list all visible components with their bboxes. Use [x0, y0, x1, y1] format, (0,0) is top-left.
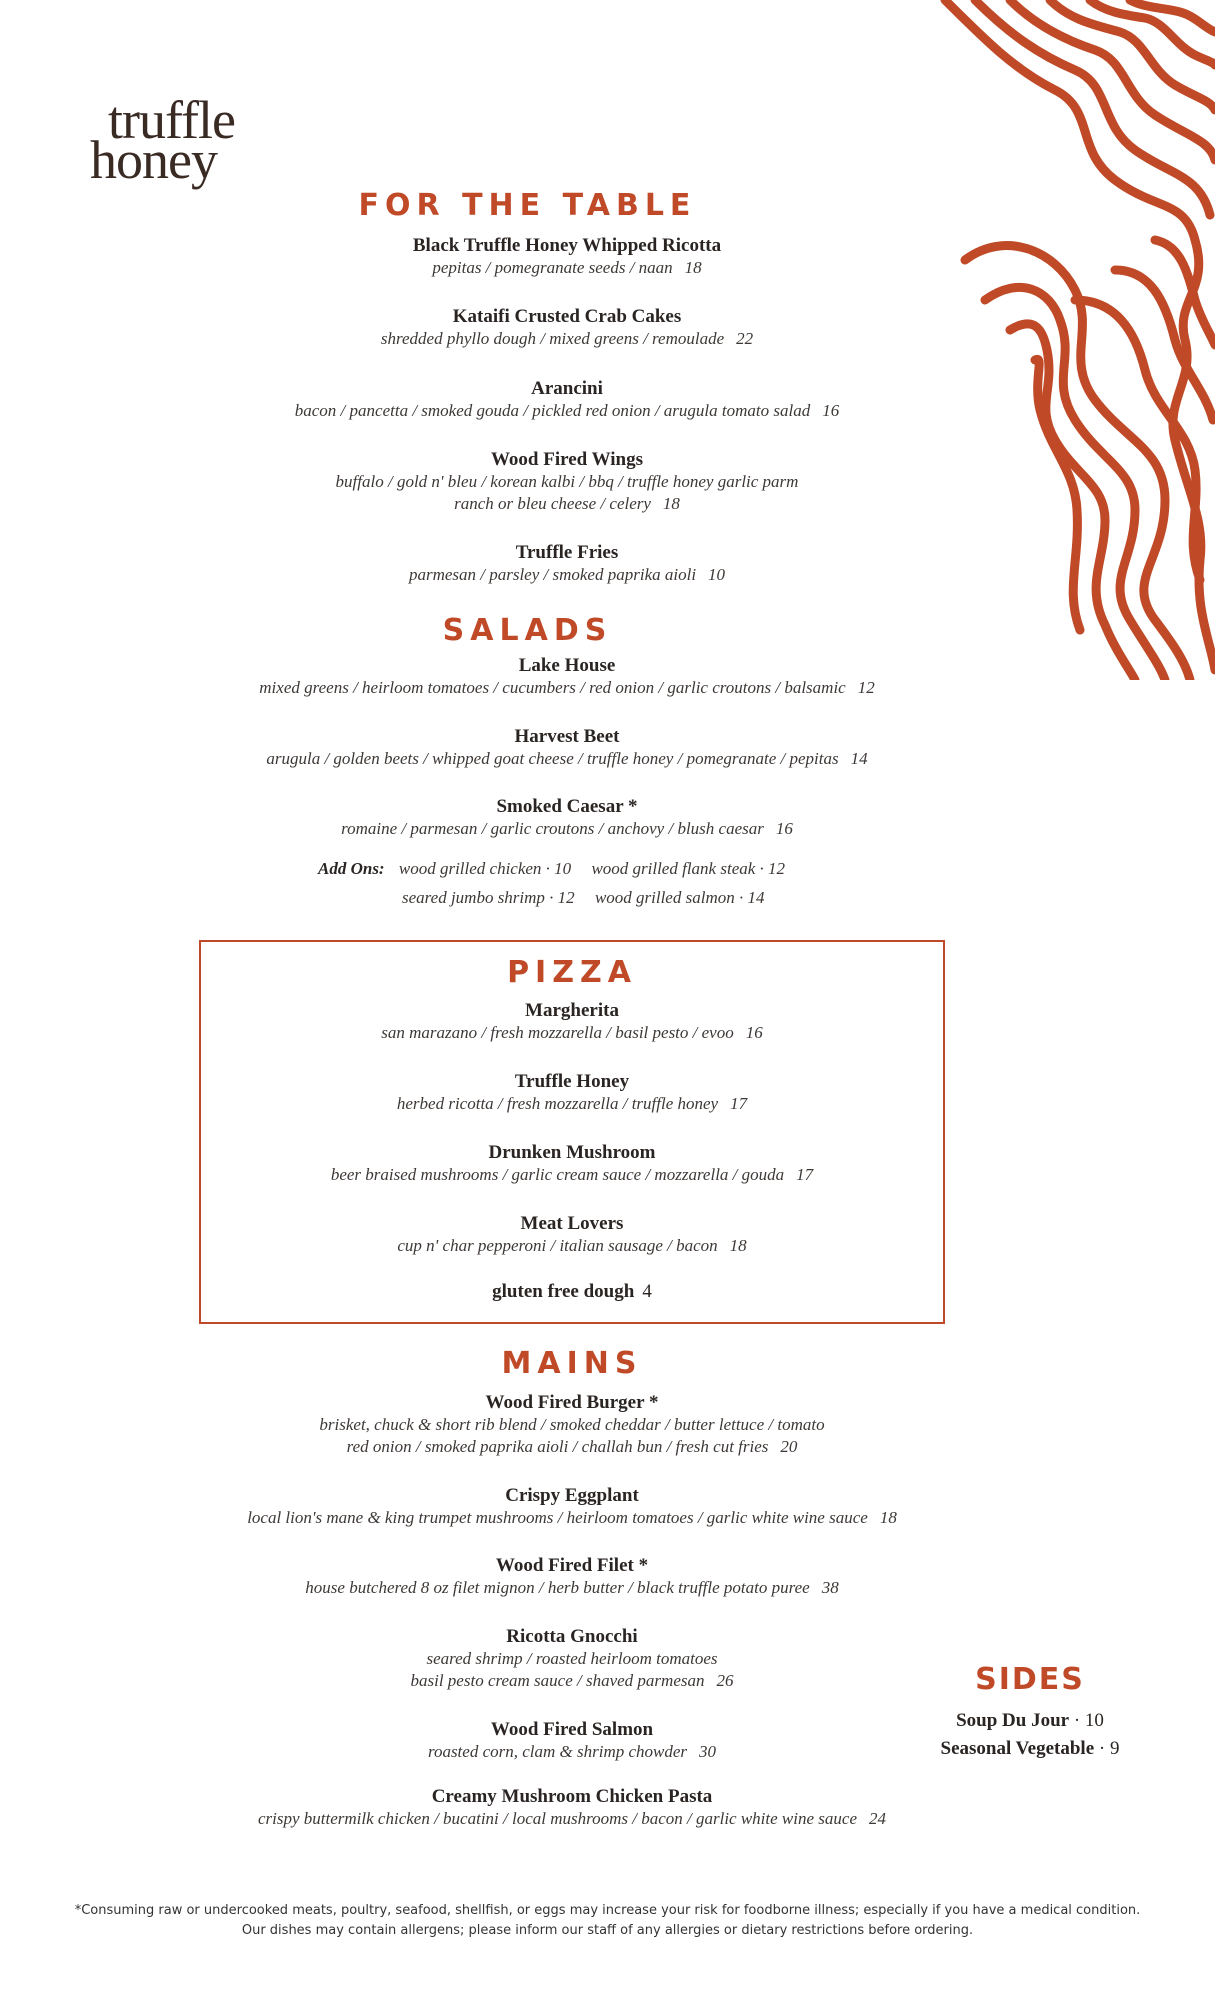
item-description-line2: ranch or bleu cheese / celery	[454, 494, 651, 513]
side-item: Soup Du Jour · 10	[956, 1710, 1104, 1731]
item-price: 18	[729, 1236, 747, 1255]
item-name: Creamy Mushroom Chicken Pasta	[431, 1786, 713, 1807]
item-description: beer braised mushrooms / garlic cream sauce / mozzarella / gouda	[330, 1165, 785, 1184]
item-price: 12	[857, 678, 875, 697]
item-name: Drunken Mushroom	[488, 1142, 656, 1163]
logo-line2: honey	[90, 130, 217, 190]
item-description: herbed ricotta / fresh mozzarella / truffle honey	[396, 1094, 719, 1113]
item-description: shredded phyllo dough / mixed greens / remoulade	[380, 329, 725, 348]
menu-item	[199, 1000, 945, 1044]
item-price: 26	[716, 1671, 734, 1690]
side-name: Seasonal Vegetable	[940, 1738, 1095, 1759]
menu-item	[199, 1719, 945, 1763]
add-on-item: seared jumbo shrimp · 12	[402, 888, 575, 907]
item-price: 17	[796, 1165, 814, 1184]
item-name: Lake House	[518, 655, 616, 676]
item-price: 24	[869, 1809, 886, 1828]
add-ons-row	[402, 888, 780, 908]
gluten-free-option	[199, 1281, 945, 1303]
menu-item	[199, 1142, 945, 1186]
menu-item	[199, 1213, 945, 1257]
side-price: 9	[1109, 1738, 1120, 1759]
gluten-free-price: 4	[642, 1281, 652, 1302]
item-price: 38	[821, 1578, 839, 1597]
menu-item	[199, 1555, 945, 1599]
item-price: 14	[850, 749, 868, 768]
pizza-section-frame	[199, 940, 945, 1324]
item-price: 16	[822, 401, 840, 420]
item-description: san marazano / fresh mozzarella / basil pesto / evoo	[381, 1023, 734, 1042]
section-title-for-the-table: FOR THE TABLE	[358, 188, 697, 223]
item-price: 30	[699, 1742, 717, 1761]
section-title-pizza: PIZZA	[507, 955, 637, 990]
item-name: Smoked Caesar *	[496, 796, 638, 817]
menu-item	[199, 1485, 945, 1529]
side-item: Seasonal Vegetable · 9	[940, 1738, 1120, 1759]
item-price: 16	[745, 1023, 763, 1042]
item-description: buffalo / gold n' bleu / korean kalbi / bbq / truffle honey garlic parm	[335, 472, 799, 491]
menu-item	[0, 655, 1134, 699]
menu-item	[0, 306, 1134, 350]
item-description: arugula / golden beets / whipped goat cheese / truffle honey / pomegranate / pepitas	[266, 749, 839, 768]
item-price: 22	[736, 329, 754, 348]
item-name: Arancini	[531, 378, 603, 399]
item-name: Wood Fired Filet *	[495, 1555, 649, 1576]
item-description: brisket, chuck & short rib blend / smoked cheddar / butter lettuce / tomato	[319, 1415, 825, 1434]
item-description: parmesan / parsley / smoked paprika aioli	[408, 565, 697, 584]
menu-item	[199, 1626, 945, 1692]
item-name: Wood Fired Salmon	[490, 1719, 654, 1740]
item-name: Meat Lovers	[520, 1213, 624, 1234]
item-description: mixed greens / heirloom tomatoes / cucumbers / red onion / garlic croutons / balsamic	[259, 678, 846, 697]
item-name: Wood Fired Burger *	[485, 1392, 659, 1413]
section-title-sides: SIDES	[975, 1662, 1085, 1697]
item-price: 18	[879, 1508, 897, 1527]
gluten-free-label: gluten free dough	[492, 1281, 635, 1302]
item-description: pepitas / pomegranate seeds / naan	[432, 258, 673, 277]
side-price: 10	[1084, 1710, 1104, 1731]
item-description-line2: red onion / smoked paprika aioli / challah bun / fresh cut fries	[346, 1437, 769, 1456]
item-description: romaine / parmesan / garlic croutons / anchovy / blush caesar	[341, 819, 764, 838]
add-on-item: wood grilled flank steak · 12	[591, 859, 786, 878]
logo	[90, 90, 235, 190]
section-title-mains: MAINS	[501, 1346, 643, 1381]
add-ons-label: Add Ons:	[318, 859, 385, 878]
item-description: crispy buttermilk chicken / bucatini / local mushrooms / bacon / garlic white wine sauce	[258, 1809, 857, 1828]
item-description-line2: basil pesto cream sauce / shaved parmesan	[410, 1671, 705, 1690]
menu-item	[0, 449, 1134, 515]
footer-disclaimer: *Consuming raw or undercooked meats, poultry, seafood, shellfish, or eggs may increase your risk for foodborne illness; especially if you have a medical condition.	[74, 1903, 1141, 1918]
item-description: house butchered 8 oz filet mignon / herb butter / black truffle potato puree	[305, 1578, 810, 1597]
menu-item	[0, 726, 1134, 770]
footer-allergen-note: Our dishes may contain allergens; please inform our staff of any allergies or dietary restrictions before ordering.	[241, 1923, 974, 1938]
add-ons-row	[318, 859, 801, 879]
item-price: 18	[684, 258, 702, 277]
item-price: 20	[780, 1437, 798, 1456]
side-name: Soup Du Jour	[956, 1710, 1070, 1731]
item-description: roasted corn, clam & shrimp chowder	[427, 1742, 688, 1761]
menu-item	[199, 1392, 945, 1458]
item-price: 18	[662, 494, 680, 513]
item-name: Crispy Eggplant	[505, 1485, 639, 1506]
item-name: Margherita	[525, 1000, 619, 1021]
item-name: Truffle Fries	[515, 542, 619, 563]
item-name: Wood Fired Wings	[490, 449, 644, 470]
item-name: Truffle Honey	[514, 1071, 630, 1092]
item-name: Kataifi Crusted Crab Cakes	[452, 306, 682, 327]
item-name: Black Truffle Honey Whipped Ricotta	[412, 235, 722, 256]
item-description: local lion's mane & king trumpet mushrooms / heirloom tomatoes / garlic white wine sauce	[247, 1508, 868, 1527]
menu-item	[0, 235, 1134, 279]
item-price: 17	[730, 1094, 748, 1113]
item-name: Harvest Beet	[514, 726, 620, 747]
menu-item	[0, 542, 1134, 586]
menu-item	[0, 796, 1134, 840]
item-description: cup n' char pepperoni / italian sausage / bacon	[397, 1236, 718, 1255]
item-description: bacon / pancetta / smoked gouda / pickled red onion / arugula tomato salad	[294, 401, 811, 420]
menu-item	[0, 378, 1134, 422]
item-description: seared shrimp / roasted heirloom tomatoes	[426, 1649, 718, 1668]
add-on-item: wood grilled chicken · 10	[398, 859, 572, 878]
add-on-item: wood grilled salmon · 14	[594, 888, 765, 907]
item-name: Ricotta Gnocchi	[506, 1626, 638, 1647]
section-title-salads: SALADS	[442, 613, 613, 648]
menu-item	[199, 1786, 945, 1830]
logo-line1: truffle	[108, 90, 235, 150]
menu-item	[199, 1071, 945, 1115]
item-price: 16	[775, 819, 793, 838]
item-price: 10	[708, 565, 726, 584]
